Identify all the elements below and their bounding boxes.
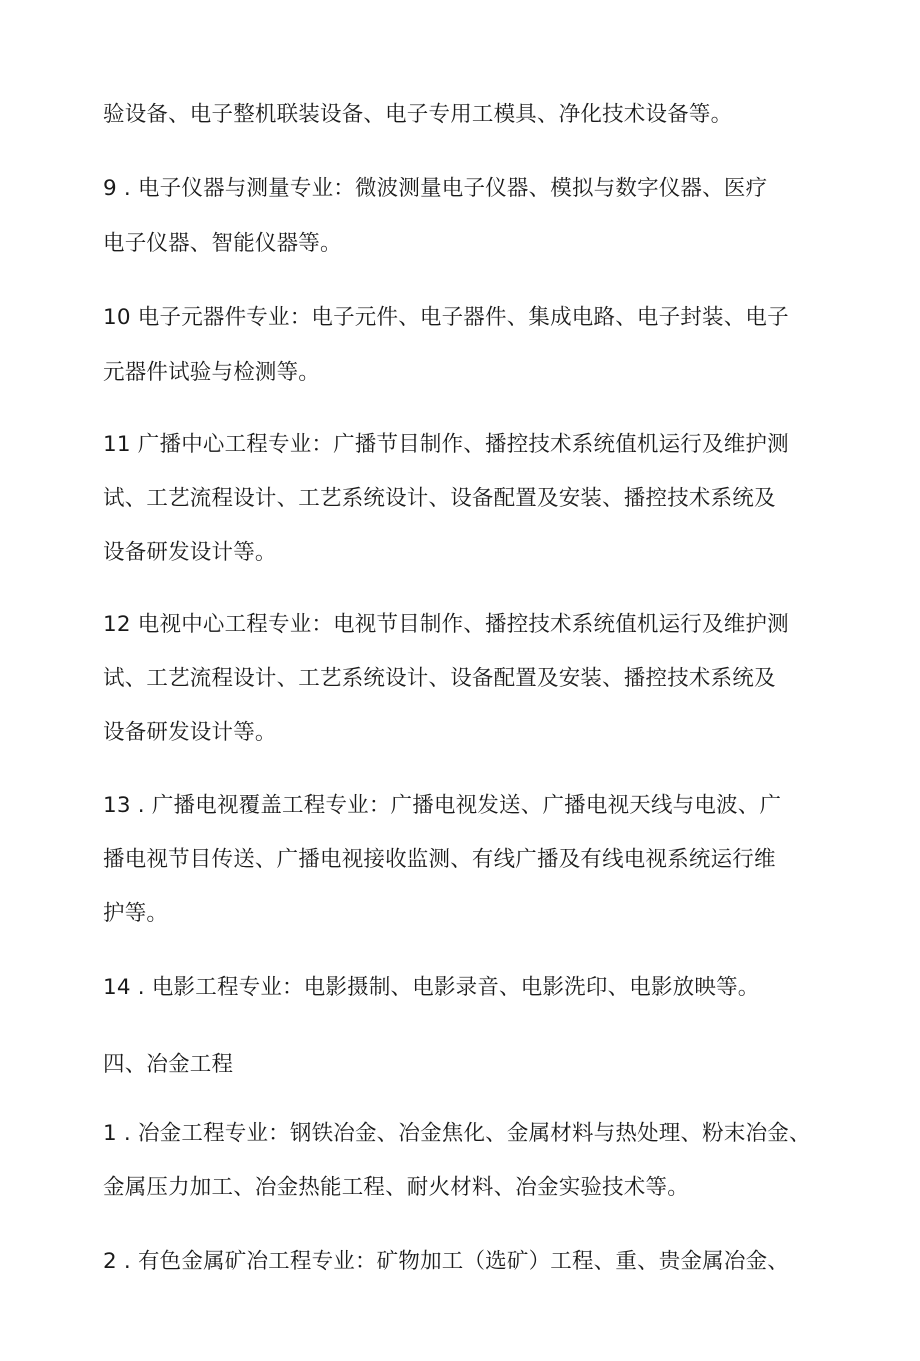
text-line: 试、工艺流程设计、工艺系统设计、设备配置及安装、播控技术系统及 — [103, 666, 776, 691]
text-line: 金属压力加工、冶金热能工程、耐火材料、冶金实验技术等。 — [103, 1175, 689, 1200]
text-line: 设备研发设计等。 — [103, 720, 277, 745]
text-line: 9 . 电子仪器与测量专业：微波测量电子仪器、模拟与数字仪器、医疗 — [103, 176, 768, 201]
text-line: 护等。 — [103, 901, 169, 926]
text-line: 10 电子元器件专业：电子元件、电子器件、集成电路、电子封装、电子 — [103, 305, 789, 330]
text-line: 12 电视中心工程专业：电视节目制作、播控技术系统值机运行及维护测 — [103, 612, 789, 637]
text-line: 11 广播中心工程专业：广播节目制作、播控技术系统值机运行及维护测 — [103, 432, 789, 457]
text-line: 14 . 电影工程专业：电影摄制、电影录音、电影洗印、电影放映等。 — [103, 975, 760, 1000]
text-line: 13 . 广播电视覆盖工程专业：广播电视发送、广播电视天线与电波、广 — [103, 793, 782, 818]
text-line: 播电视节目传送、广播电视接收监测、有线广播及有线电视系统运行维 — [103, 847, 776, 872]
text-line: 电子仪器、智能仪器等。 — [103, 231, 342, 256]
text-line: 试、工艺流程设计、工艺系统设计、设备配置及安装、播控技术系统及 — [103, 486, 776, 511]
section-heading: 四、冶金工程 — [103, 1052, 234, 1077]
text-line: 2 . 有色金属矿冶工程专业：矿物加工（选矿）工程、重、贵金属冶金、 — [103, 1249, 789, 1274]
text-line: 元器件试验与检测等。 — [103, 360, 321, 385]
text-line: 设备研发设计等。 — [103, 540, 277, 565]
text-line: 1 . 冶金工程专业：钢铁冶金、冶金焦化、金属材料与热处理、粉末冶金、 — [103, 1121, 811, 1146]
text-line: 验设备、电子整机联装设备、电子专用工模具、净化技术设备等。 — [103, 102, 733, 127]
